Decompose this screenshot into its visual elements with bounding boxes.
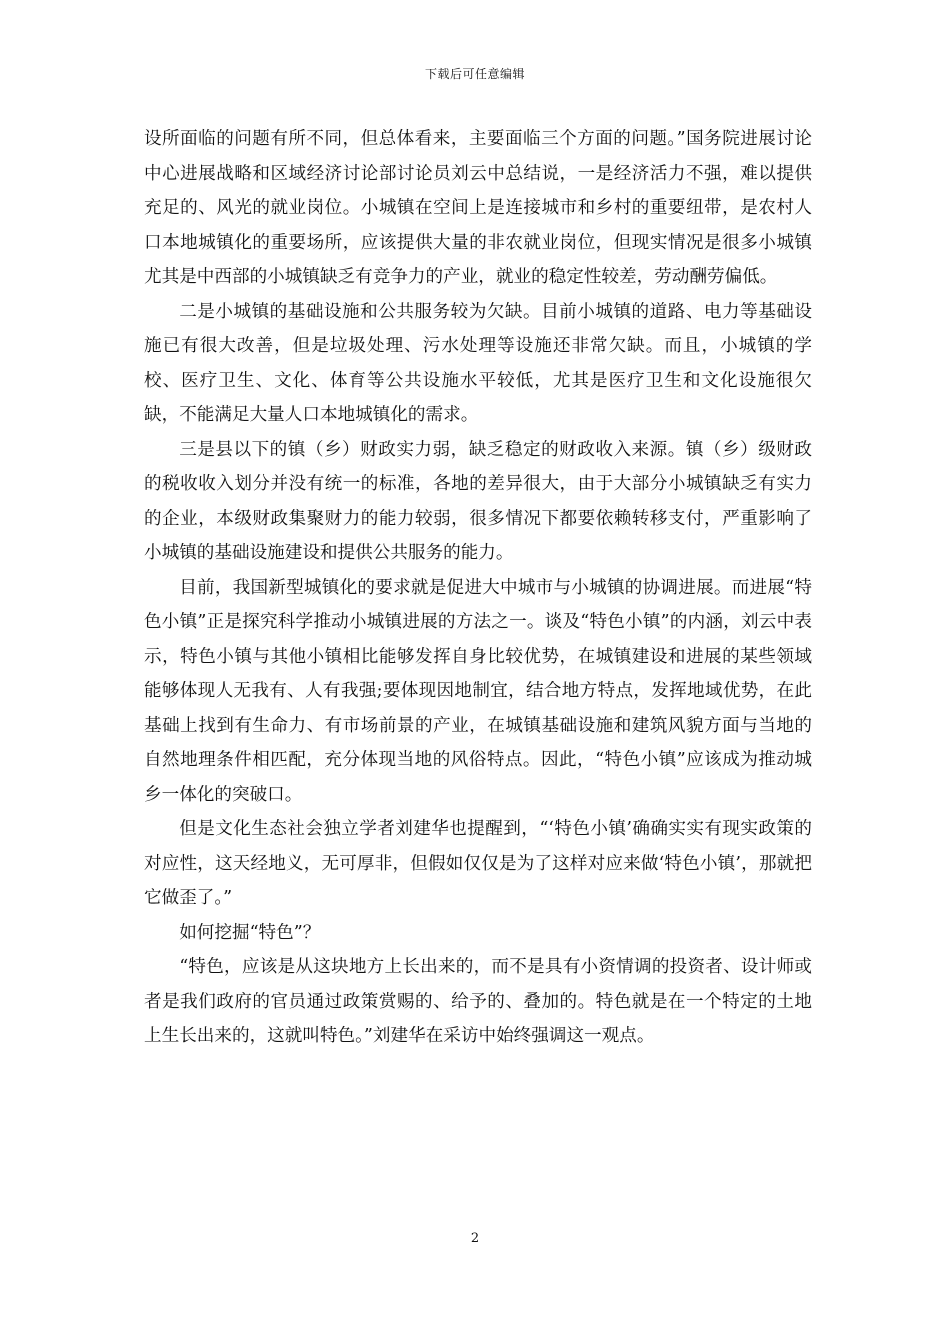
paragraph: 设所面临的问题有所不同，但总体看来，主要面临三个方面的问题。”国务院进展讨论中心进展战略和区域经济讨论部讨论员刘云中总结说，一是经济活力不强，难以提供充足的、风光的就业岗位。小城镇在空间上是连接城市和乡村的重要纽带，是农村人口本地城镇化的重要场所，应该提供大量的非农就业岗位，但现实情况是很多小城镇尤其是中西部的小城镇缺乏有竞争力的产业，就业的稳定性较差，劳动酬劳偏低。 xyxy=(144,129,812,287)
paragraph: 二是小城镇的基础设施和公共服务较为欠缺。目前小城镇的道路、电力等基础设施已有很大改善，但是垃圾处理、污水处理等设施还非常欠缺。而且，小城镇的学校、医疗卫生、文化、体育等公共设施水平较低，尤其是医疗卫生和文化设施很欠缺，不能满足大量人口本地城镇化的需求。 xyxy=(144,301,812,425)
document-body xyxy=(144,122,812,1054)
page-header: 下载后可任意编辑 xyxy=(424,67,525,81)
paragraph: 三是县以下的镇（乡）财政实力弱，缺乏稳定的财政收入来源。镇（乡）级财政的税收收入划分并没有统一的标准，各地的差异很大，由于大部分小城镇缺乏有实力的企业，本级财政集聚财力的能力较弱，很多情况下都要依赖转移支付，严重影响了小城镇的基础设施建设和提供公共服务的能力。 xyxy=(144,439,812,563)
section-question: 如何挖掘“特色”？ xyxy=(179,922,321,943)
paragraph: 但是文化生态社会独立学者刘建华也提醒到，“‘特色小镇’确确实实有现实政策的对应性，这天经地义，无可厚非，但假如仅仅是为了这样对应来做‘特色小镇’，那就把它做歪了。” xyxy=(144,819,812,908)
page-number: 2 xyxy=(470,1231,480,1246)
paragraph: “特色，应该是从这块地方上长出来的，而不是具有小资情调的投资者、设计师或者是我们政府的官员通过政策赏赐的、给予的、叠加的。特色就是在一个特定的土地上生长出来的，这就叫特色。”刘建华在采访中始终强调这一观点。 xyxy=(144,957,812,1046)
paragraph: 目前，我国新型城镇化的要求就是促进大中城市与小城镇的协调进展。而进展“特色小镇”正是探究科学推动小城镇进展的方法之一。谈及“特色小镇”的内涵，刘云中表示，特色小镇与其他小镇相比能够发挥自身比较优势，在城镇建设和进展的某些领域能够体现人无我有、人有我强;要体现因地制宜，结合地方特点，发挥地域优势，在此基础上找到有生命力、有市场前景的产业，在城镇基础设施和建筑风貌方面与当地的自然地理条件相匹配，充分体现当地的风俗特点。因此，“特色小镇”应该成为推动城乡一体化的突破口。 xyxy=(144,577,812,805)
